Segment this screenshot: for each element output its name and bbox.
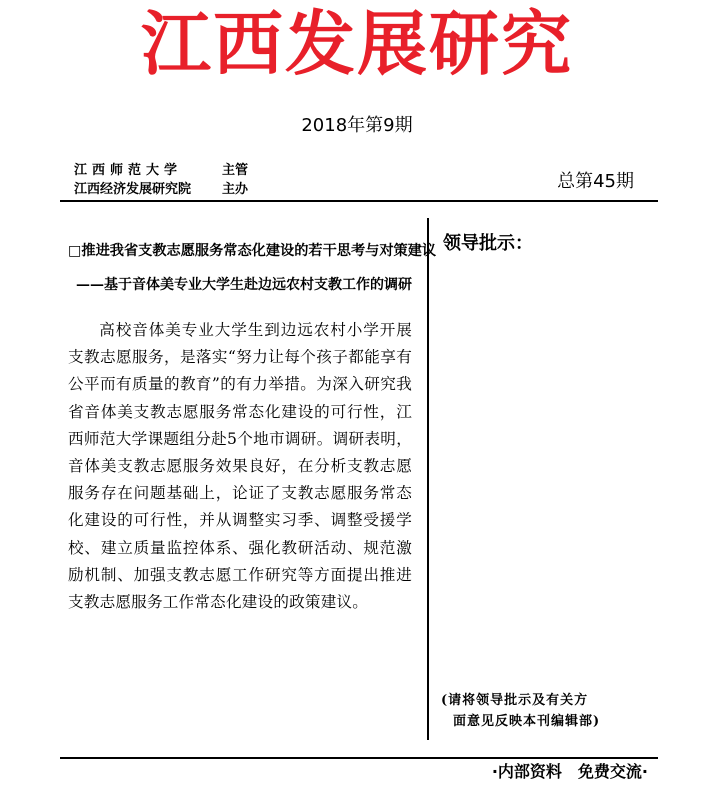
bottom-rule-divider <box>60 757 658 759</box>
sponsors-block <box>74 161 248 199</box>
masthead-title: 江西发展研究 <box>141 3 573 85</box>
total-issue-number: 总第45期 <box>557 171 634 192</box>
sponsor-org: 江西经济发展研究院 <box>74 182 192 197</box>
sponsor-row <box>74 180 248 199</box>
leader-instructions-heading: 领导批示： <box>443 233 533 254</box>
article-title: □推进我省支教志愿服务常态化建设的若干思考与对策建议 <box>68 243 437 259</box>
article-subtitle: ——基于音体美专业大学生赴边远农村支教工作的调研 <box>76 277 412 293</box>
article-abstract: 高校音体美专业大学生到边远农村小学开展支教志愿服务，是落实“努力让每个孩子都能享有公平而有质量的教育”的有力举措。为深入研究我省音体美支教志愿服务常态化建设的可行性，江西师范大学课题组分赴5个地市调研。调研表明，音体美支教志愿服务效果良好，在分析支教志愿服务存在问题基础上，论证了支教志愿服务常态化建设的可行性，并从调整实习季、调整受援学校、建立质量监控体系、强化教研活动、规范激励机制、加强支教志愿工作研究等方面提出推进支教志愿服务工作常态化建设的政策建议。 <box>68 321 412 612</box>
note-line: (请将领导批示及有关方 <box>441 693 589 708</box>
sponsor-role: 主管 <box>222 163 249 178</box>
article-summary <box>68 240 437 616</box>
sponsor-row <box>74 161 248 180</box>
issue-date: 2018年第9期 <box>301 115 413 136</box>
top-rule-divider <box>60 200 658 202</box>
note-line: 面意见反映本刊编辑部) <box>453 714 601 729</box>
footer-tag: ·内部资料 免费交流· <box>491 762 648 781</box>
leader-instructions-note <box>441 690 641 732</box>
column-divider <box>427 218 429 740</box>
sponsor-org: 江西师范大学 <box>74 163 183 178</box>
sponsor-role: 主办 <box>222 182 249 197</box>
